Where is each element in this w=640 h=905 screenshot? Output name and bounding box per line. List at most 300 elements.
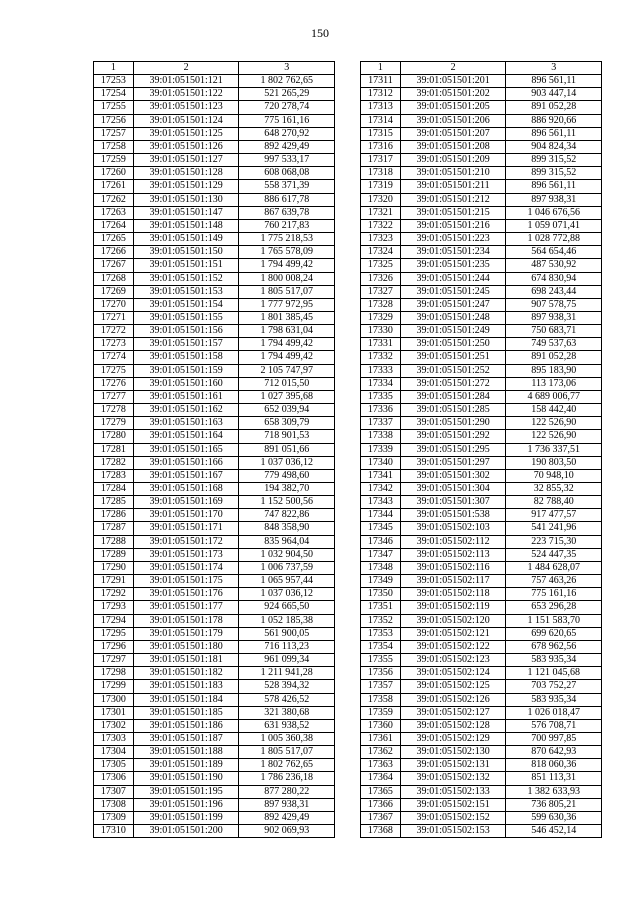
cell-cadastral-value: 886 617,78 <box>239 193 335 206</box>
cell-row-number: 17263 <box>94 206 134 219</box>
cell-cadastral-value: 2 105 747,97 <box>239 364 335 377</box>
cell-row-number: 17259 <box>94 154 134 167</box>
table-row <box>361 601 602 614</box>
cell-row-number: 17314 <box>361 114 401 127</box>
cell-row-number: 17319 <box>361 180 401 193</box>
cell-cadastral-number: 39:01:051502:122 <box>400 640 506 653</box>
cell-row-number: 17292 <box>94 588 134 601</box>
table-row <box>361 693 602 706</box>
cell-row-number: 17367 <box>361 811 401 824</box>
cell-row-number: 17303 <box>94 732 134 745</box>
cell-cadastral-value: 487 530,92 <box>506 259 602 272</box>
cell-cadastral-number: 39:01:051501:285 <box>400 404 506 417</box>
table-row <box>94 601 335 614</box>
cell-cadastral-number: 39:01:051501:205 <box>400 101 506 114</box>
cell-cadastral-number: 39:01:051501:167 <box>133 469 239 482</box>
cell-row-number: 17365 <box>361 785 401 798</box>
cell-cadastral-value: 1 805 517,07 <box>239 285 335 298</box>
cell-row-number: 17325 <box>361 259 401 272</box>
cell-row-number: 17338 <box>361 430 401 443</box>
cell-cadastral-number: 39:01:051501:172 <box>133 535 239 548</box>
cell-cadastral-value: 583 935,34 <box>506 693 602 706</box>
cell-cadastral-value: 521 265,29 <box>239 88 335 101</box>
cell-cadastral-number: 39:01:051501:155 <box>133 311 239 324</box>
cell-row-number: 17276 <box>94 377 134 390</box>
table-row <box>94 548 335 561</box>
cell-row-number: 17272 <box>94 325 134 338</box>
cell-row-number: 17288 <box>94 535 134 548</box>
table-row <box>361 719 602 732</box>
cell-cadastral-value: 892 429,49 <box>239 811 335 824</box>
table-row <box>94 377 335 390</box>
table-row <box>361 430 602 443</box>
cell-row-number: 17271 <box>94 311 134 324</box>
table-row <box>361 811 602 824</box>
cell-row-number: 17304 <box>94 746 134 759</box>
cell-cadastral-number: 39:01:051501:199 <box>133 811 239 824</box>
cell-cadastral-number: 39:01:051502:121 <box>400 627 506 640</box>
cell-row-number: 17362 <box>361 746 401 759</box>
cell-row-number: 17334 <box>361 377 401 390</box>
cell-cadastral-value: 736 805,21 <box>506 798 602 811</box>
table-row <box>94 206 335 219</box>
table-row <box>361 88 602 101</box>
cell-row-number: 17353 <box>361 627 401 640</box>
cell-row-number: 17356 <box>361 667 401 680</box>
table-row <box>361 825 602 838</box>
cell-cadastral-number: 39:01:051501:122 <box>133 88 239 101</box>
header-col-value: 3 <box>239 62 335 75</box>
cell-cadastral-value: 897 938,31 <box>506 193 602 206</box>
cell-cadastral-number: 39:01:051501:149 <box>133 233 239 246</box>
cell-row-number: 17349 <box>361 575 401 588</box>
table-row <box>361 351 602 364</box>
table-row <box>94 785 335 798</box>
cell-cadastral-value: 678 962,56 <box>506 640 602 653</box>
cell-cadastral-value: 194 382,70 <box>239 483 335 496</box>
cell-row-number: 17301 <box>94 706 134 719</box>
cell-row-number: 17322 <box>361 219 401 232</box>
table-row <box>361 219 602 232</box>
cell-cadastral-number: 39:01:051501:272 <box>400 377 506 390</box>
cell-row-number: 17307 <box>94 785 134 798</box>
table-row <box>361 535 602 548</box>
cell-cadastral-number: 39:01:051501:164 <box>133 430 239 443</box>
table-row <box>94 588 335 601</box>
table-row <box>94 351 335 364</box>
cell-row-number: 17285 <box>94 496 134 509</box>
table-row <box>94 311 335 324</box>
cell-cadastral-number: 39:01:051501:189 <box>133 759 239 772</box>
cell-cadastral-value: 897 938,31 <box>239 798 335 811</box>
cell-cadastral-number: 39:01:051501:248 <box>400 311 506 324</box>
cell-cadastral-number: 39:01:051501:121 <box>133 75 239 88</box>
cell-row-number: 17320 <box>361 193 401 206</box>
cell-cadastral-number: 39:01:051501:184 <box>133 693 239 706</box>
cell-row-number: 17348 <box>361 561 401 574</box>
table-row <box>94 193 335 206</box>
cell-cadastral-value: 779 498,60 <box>239 469 335 482</box>
cell-row-number: 17326 <box>361 272 401 285</box>
cell-cadastral-value: 851 113,31 <box>506 772 602 785</box>
cell-cadastral-value: 712 015,50 <box>239 377 335 390</box>
table-row <box>361 246 602 259</box>
cell-cadastral-value: 524 447,35 <box>506 548 602 561</box>
cell-cadastral-value: 1 786 236,18 <box>239 772 335 785</box>
cell-cadastral-value: 1 484 628,07 <box>506 561 602 574</box>
cell-cadastral-value: 1 152 500,56 <box>239 496 335 509</box>
cell-cadastral-number: 39:01:051502:103 <box>400 522 506 535</box>
table-row <box>361 456 602 469</box>
cell-cadastral-value: 564 654,46 <box>506 246 602 259</box>
cell-cadastral-value: 961 099,34 <box>239 654 335 667</box>
cell-cadastral-number: 39:01:051501:223 <box>400 233 506 246</box>
cell-cadastral-number: 39:01:051501:177 <box>133 601 239 614</box>
cell-row-number: 17337 <box>361 417 401 430</box>
cell-row-number: 17324 <box>361 246 401 259</box>
table-row <box>94 772 335 785</box>
cell-cadastral-number: 39:01:051502:124 <box>400 667 506 680</box>
cell-row-number: 17279 <box>94 417 134 430</box>
cell-cadastral-value: 658 309,79 <box>239 417 335 430</box>
cell-cadastral-number: 39:01:051501:180 <box>133 640 239 653</box>
cell-row-number: 17309 <box>94 811 134 824</box>
cell-cadastral-number: 39:01:051501:185 <box>133 706 239 719</box>
cell-cadastral-number: 39:01:051501:182 <box>133 667 239 680</box>
cell-cadastral-value: 897 938,31 <box>506 311 602 324</box>
cell-cadastral-number: 39:01:051501:181 <box>133 654 239 667</box>
cell-cadastral-value: 907 578,75 <box>506 298 602 311</box>
cell-cadastral-value: 870 642,93 <box>506 746 602 759</box>
cell-cadastral-number: 39:01:051501:171 <box>133 522 239 535</box>
cell-row-number: 17274 <box>94 351 134 364</box>
cell-row-number: 17351 <box>361 601 401 614</box>
table-row <box>94 180 335 193</box>
cell-cadastral-value: 700 997,85 <box>506 732 602 745</box>
cell-cadastral-number: 39:01:051502:127 <box>400 706 506 719</box>
cell-cadastral-number: 39:01:051502:119 <box>400 601 506 614</box>
table-row <box>361 654 602 667</box>
cell-cadastral-number: 39:01:051501:195 <box>133 785 239 798</box>
cell-row-number: 17329 <box>361 311 401 324</box>
cell-row-number: 17297 <box>94 654 134 667</box>
cell-row-number: 17282 <box>94 456 134 469</box>
table-row <box>94 233 335 246</box>
table-row <box>361 785 602 798</box>
cell-cadastral-number: 39:01:051501:190 <box>133 772 239 785</box>
cell-cadastral-number: 39:01:051502:131 <box>400 759 506 772</box>
table-row <box>361 469 602 482</box>
cell-cadastral-value: 1 037 036,12 <box>239 456 335 469</box>
table-row <box>361 154 602 167</box>
table-row <box>94 746 335 759</box>
table-header-row <box>361 62 602 75</box>
cell-cadastral-number: 39:01:051501:162 <box>133 404 239 417</box>
cell-row-number: 17321 <box>361 206 401 219</box>
table-row <box>361 167 602 180</box>
cell-row-number: 17270 <box>94 298 134 311</box>
cell-cadastral-value: 1 037 036,12 <box>239 588 335 601</box>
cell-cadastral-number: 39:01:051501:183 <box>133 680 239 693</box>
cell-cadastral-number: 39:01:051501:159 <box>133 364 239 377</box>
table-row <box>361 667 602 680</box>
cell-cadastral-number: 39:01:051501:250 <box>400 338 506 351</box>
cell-cadastral-value: 1 059 071,41 <box>506 219 602 232</box>
cell-row-number: 17277 <box>94 390 134 403</box>
table-row <box>361 680 602 693</box>
cell-cadastral-value: 32 855,32 <box>506 483 602 496</box>
table-row <box>94 88 335 101</box>
cell-cadastral-value: 899 315,52 <box>506 154 602 167</box>
table-row <box>361 404 602 417</box>
cell-cadastral-number: 39:01:051501:150 <box>133 246 239 259</box>
cell-cadastral-value: 896 561,11 <box>506 180 602 193</box>
cell-cadastral-number: 39:01:051501:153 <box>133 285 239 298</box>
table-row <box>361 759 602 772</box>
cell-row-number: 17361 <box>361 732 401 745</box>
table-row <box>94 798 335 811</box>
table-row <box>94 325 335 338</box>
cell-cadastral-number: 39:01:051502:130 <box>400 746 506 759</box>
table-row <box>361 114 602 127</box>
cell-cadastral-number: 39:01:051502:132 <box>400 772 506 785</box>
cell-cadastral-number: 39:01:051501:175 <box>133 575 239 588</box>
table-row <box>94 101 335 114</box>
cell-row-number: 17308 <box>94 798 134 811</box>
cell-cadastral-number: 39:01:051501:251 <box>400 351 506 364</box>
cell-cadastral-number: 39:01:051502:117 <box>400 575 506 588</box>
table-row <box>361 259 602 272</box>
cell-cadastral-number: 39:01:051501:290 <box>400 417 506 430</box>
page-number: 150 <box>311 26 329 40</box>
cell-cadastral-value: 546 452,14 <box>506 825 602 838</box>
cell-row-number: 17287 <box>94 522 134 535</box>
cell-cadastral-number: 39:01:051501:234 <box>400 246 506 259</box>
cell-row-number: 17299 <box>94 680 134 693</box>
cell-cadastral-value: 653 296,28 <box>506 601 602 614</box>
cell-row-number: 17358 <box>361 693 401 706</box>
table-row <box>361 193 602 206</box>
cell-row-number: 17360 <box>361 719 401 732</box>
cell-row-number: 17330 <box>361 325 401 338</box>
table-row <box>94 509 335 522</box>
table-row <box>361 390 602 403</box>
cell-cadastral-number: 39:01:051501:307 <box>400 496 506 509</box>
cell-cadastral-number: 39:01:051501:158 <box>133 351 239 364</box>
cell-cadastral-number: 39:01:051501:209 <box>400 154 506 167</box>
table-row <box>361 798 602 811</box>
table-row <box>361 127 602 140</box>
cell-cadastral-value: 703 752,27 <box>506 680 602 693</box>
cell-row-number: 17363 <box>361 759 401 772</box>
cell-row-number: 17294 <box>94 614 134 627</box>
cell-cadastral-number: 39:01:051502:113 <box>400 548 506 561</box>
cell-cadastral-number: 39:01:051501:186 <box>133 719 239 732</box>
cell-cadastral-number: 39:01:051501:129 <box>133 180 239 193</box>
table-row <box>361 233 602 246</box>
cell-cadastral-value: 122 526,90 <box>506 430 602 443</box>
cell-cadastral-value: 1 800 008,24 <box>239 272 335 285</box>
cell-cadastral-value: 1 032 904,50 <box>239 548 335 561</box>
cell-row-number: 17345 <box>361 522 401 535</box>
table-row <box>361 298 602 311</box>
table-row <box>94 140 335 153</box>
table-row <box>94 404 335 417</box>
cell-cadastral-value: 674 830,94 <box>506 272 602 285</box>
cell-row-number: 17269 <box>94 285 134 298</box>
cell-row-number: 17355 <box>361 654 401 667</box>
cell-cadastral-value: 1 794 499,42 <box>239 351 335 364</box>
table-row <box>361 325 602 338</box>
cell-row-number: 17333 <box>361 364 401 377</box>
cell-cadastral-number: 39:01:051501:157 <box>133 338 239 351</box>
cell-cadastral-value: 1 046 676,56 <box>506 206 602 219</box>
cell-cadastral-value: 698 243,44 <box>506 285 602 298</box>
table-row <box>94 443 335 456</box>
table-row <box>94 456 335 469</box>
cell-cadastral-number: 39:01:051501:165 <box>133 443 239 456</box>
header-col-number: 1 <box>361 62 401 75</box>
cell-cadastral-value: 896 561,11 <box>506 75 602 88</box>
cell-cadastral-number: 39:01:051502:118 <box>400 588 506 601</box>
cell-cadastral-number: 39:01:051501:169 <box>133 496 239 509</box>
cell-cadastral-value: 1 151 583,70 <box>506 614 602 627</box>
cell-row-number: 17366 <box>361 798 401 811</box>
table-row <box>361 140 602 153</box>
table-row <box>94 535 335 548</box>
cell-row-number: 17316 <box>361 140 401 153</box>
cell-cadastral-value: 917 477,57 <box>506 509 602 522</box>
table-row <box>361 496 602 509</box>
cell-cadastral-value: 747 822,86 <box>239 509 335 522</box>
cell-cadastral-value: 223 715,30 <box>506 535 602 548</box>
cell-cadastral-number: 39:01:051501:174 <box>133 561 239 574</box>
cell-row-number: 17318 <box>361 167 401 180</box>
header-col-value: 3 <box>506 62 602 75</box>
cell-cadastral-value: 716 113,23 <box>239 640 335 653</box>
cell-cadastral-number: 39:01:051502:112 <box>400 535 506 548</box>
header-col-number: 1 <box>94 62 134 75</box>
cell-cadastral-value: 902 069,93 <box>239 825 335 838</box>
cell-cadastral-number: 39:01:051501:163 <box>133 417 239 430</box>
cell-row-number: 17352 <box>361 614 401 627</box>
cell-row-number: 17298 <box>94 667 134 680</box>
cell-cadastral-number: 39:01:051501:207 <box>400 127 506 140</box>
cell-row-number: 17310 <box>94 825 134 838</box>
cell-row-number: 17305 <box>94 759 134 772</box>
cell-cadastral-value: 1 026 018,47 <box>506 706 602 719</box>
cell-cadastral-value: 757 463,26 <box>506 575 602 588</box>
cell-cadastral-value: 903 447,14 <box>506 88 602 101</box>
table-row <box>94 561 335 574</box>
cell-row-number: 17368 <box>361 825 401 838</box>
cell-cadastral-number: 39:01:051501:202 <box>400 88 506 101</box>
cell-cadastral-value: 1 736 337,51 <box>506 443 602 456</box>
cell-cadastral-value: 848 358,90 <box>239 522 335 535</box>
cell-row-number: 17335 <box>361 390 401 403</box>
cadastral-table-right <box>360 61 602 838</box>
cell-cadastral-value: 113 173,06 <box>506 377 602 390</box>
cell-cadastral-number: 39:01:051502:133 <box>400 785 506 798</box>
table-row <box>361 285 602 298</box>
cell-cadastral-value: 760 217,83 <box>239 219 335 232</box>
cell-cadastral-value: 1 802 762,65 <box>239 759 335 772</box>
cell-cadastral-number: 39:01:051501:170 <box>133 509 239 522</box>
cell-row-number: 17344 <box>361 509 401 522</box>
cell-cadastral-value: 576 708,71 <box>506 719 602 732</box>
cell-row-number: 17364 <box>361 772 401 785</box>
cell-cadastral-number: 39:01:051501:247 <box>400 298 506 311</box>
cell-row-number: 17253 <box>94 75 134 88</box>
cell-row-number: 17296 <box>94 640 134 653</box>
cell-cadastral-number: 39:01:051501:187 <box>133 732 239 745</box>
cell-row-number: 17346 <box>361 535 401 548</box>
table-row <box>94 114 335 127</box>
cell-cadastral-number: 39:01:051501:161 <box>133 390 239 403</box>
cell-row-number: 17328 <box>361 298 401 311</box>
table-row <box>94 246 335 259</box>
cell-row-number: 17284 <box>94 483 134 496</box>
cell-cadastral-number: 39:01:051501:123 <box>133 101 239 114</box>
cell-cadastral-value: 561 900,05 <box>239 627 335 640</box>
table-row <box>94 259 335 272</box>
cell-cadastral-value: 1 777 972,95 <box>239 298 335 311</box>
table-row <box>94 219 335 232</box>
cell-row-number: 17347 <box>361 548 401 561</box>
cell-row-number: 17343 <box>361 496 401 509</box>
cell-row-number: 17275 <box>94 364 134 377</box>
table-row <box>94 654 335 667</box>
table-row <box>94 285 335 298</box>
cell-cadastral-value: 1 382 633,93 <box>506 785 602 798</box>
cell-cadastral-value: 1 805 517,07 <box>239 746 335 759</box>
cell-cadastral-value: 321 380,68 <box>239 706 335 719</box>
cell-row-number: 17265 <box>94 233 134 246</box>
cell-row-number: 17290 <box>94 561 134 574</box>
table-row <box>94 127 335 140</box>
table-row <box>361 206 602 219</box>
cell-row-number: 17317 <box>361 154 401 167</box>
cell-row-number: 17315 <box>361 127 401 140</box>
cell-cadastral-number: 39:01:051501:252 <box>400 364 506 377</box>
cell-cadastral-number: 39:01:051501:160 <box>133 377 239 390</box>
cell-cadastral-value: 1 052 185,38 <box>239 614 335 627</box>
table-row <box>94 667 335 680</box>
table-row <box>94 825 335 838</box>
cell-cadastral-value: 886 920,66 <box>506 114 602 127</box>
cell-cadastral-value: 158 442,40 <box>506 404 602 417</box>
cell-cadastral-number: 39:01:051502:120 <box>400 614 506 627</box>
cell-row-number: 17291 <box>94 575 134 588</box>
table-row <box>361 311 602 324</box>
cell-cadastral-number: 39:01:051501:302 <box>400 469 506 482</box>
cell-cadastral-number: 39:01:051501:196 <box>133 798 239 811</box>
cell-cadastral-value: 648 270,92 <box>239 127 335 140</box>
cell-row-number: 17302 <box>94 719 134 732</box>
cell-row-number: 17258 <box>94 140 134 153</box>
cell-cadastral-number: 39:01:051501:188 <box>133 746 239 759</box>
table-row <box>361 772 602 785</box>
cell-cadastral-value: 631 938,52 <box>239 719 335 732</box>
cell-row-number: 17323 <box>361 233 401 246</box>
cell-cadastral-number: 39:01:051502:129 <box>400 732 506 745</box>
cell-row-number: 17256 <box>94 114 134 127</box>
table-row <box>361 443 602 456</box>
cell-cadastral-value: 1 775 218,53 <box>239 233 335 246</box>
cell-row-number: 17300 <box>94 693 134 706</box>
cell-row-number: 17313 <box>361 101 401 114</box>
cell-cadastral-value: 1 065 957,44 <box>239 575 335 588</box>
